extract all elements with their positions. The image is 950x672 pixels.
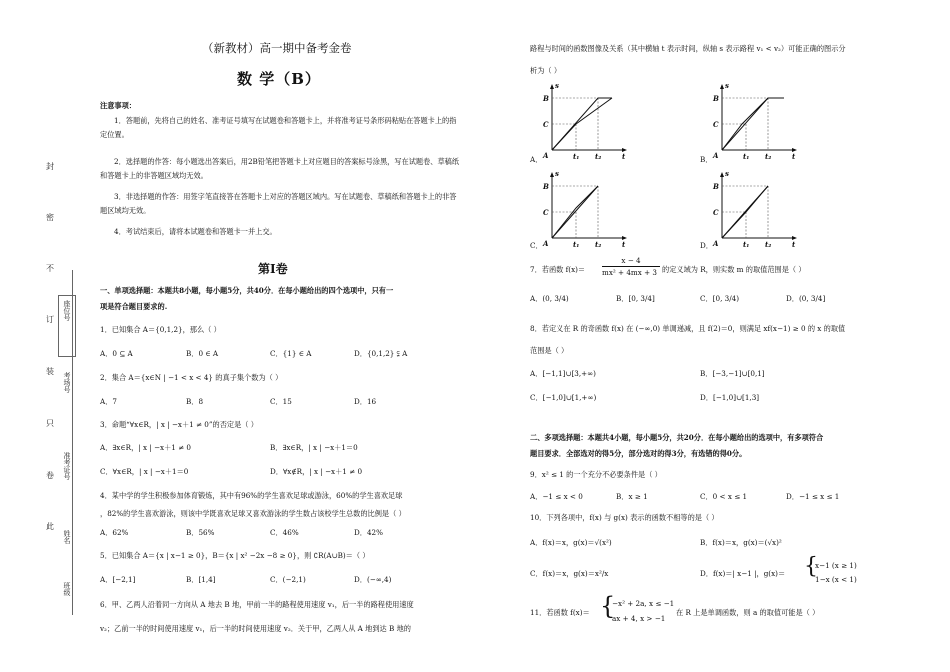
q4-option-c[interactable]: C．46% <box>270 528 299 537</box>
graph-curve <box>552 186 598 238</box>
q10-case-2: 1−x (x < 1) <box>815 575 857 584</box>
q8-option-a[interactable]: A．[−1,1]∪[3,+∞) <box>530 369 596 378</box>
q3-option-a[interactable]: A．∃x∈R，| x | −x＋1 ≠ 0 <box>100 443 192 452</box>
q5-stem: 5．已知集合 A＝{x | x−1 ≥ 0}，B＝{x | x² −2x −8 ≥ 0}，则 ∁R(A∪B)＝（ ） <box>100 551 370 560</box>
t-label: t <box>792 240 796 249</box>
q7-denominator: mx² + 4mx + 3 <box>602 268 657 277</box>
t-label: t <box>622 152 626 161</box>
binding-char: 密 <box>46 213 54 222</box>
point-b-label: B <box>543 94 549 103</box>
q7-stem-suffix: 的定义域为 R，则实数 m 的取值范围是（ ） <box>662 265 806 274</box>
q4-option-a[interactable]: A．62% <box>100 528 129 537</box>
q7-stem-prefix: 7．若函数 f(x)＝ <box>530 265 586 274</box>
s-label: s <box>555 81 559 90</box>
q3-option-c[interactable]: C．∀x∈R，| x | −x＋1＝0 <box>100 467 189 476</box>
section-2-line-2: 题目要求．全部选对的得5分，部分选对的得3分，有选错的得0分。 <box>530 449 747 458</box>
exam-title: （新教材）高一期中备考金卷 <box>202 41 352 55</box>
note-4: 4．考试结束后，请将本试题卷和答题卡一并上交。 <box>114 227 277 236</box>
q7-option-b[interactable]: B．[0, 3/4] <box>616 294 655 303</box>
q10-stem: 10．下列各项中，f(x) 与 g(x) 表示的函数不相等的是（ ） <box>530 513 719 522</box>
q6-line-4: 析为（ ） <box>530 66 562 75</box>
q11-suffix: 在 R 上是单调函数，则 a 的取值可能是（ ） <box>676 608 820 617</box>
q6-graph-b[interactable] <box>700 80 800 162</box>
q8-option-c[interactable]: C．[−1,0]∪[1,+∞) <box>530 393 597 402</box>
q11-brace: { <box>600 592 616 620</box>
q10-brace: { <box>804 554 818 579</box>
q6-option-c-label[interactable]: C． <box>530 241 543 250</box>
name-label: 姓名 <box>63 530 71 544</box>
q6-graph-a[interactable] <box>530 80 630 162</box>
q11-prefix: 11．若函数 f(x)＝ <box>530 608 590 617</box>
s-label: s <box>725 169 729 178</box>
t1-label: t₁ <box>573 240 580 249</box>
class-label: 班级 <box>63 582 71 596</box>
q11-case-1: −x² + 2a, x ≤ −1 <box>612 599 675 608</box>
binding-char: 订 <box>46 315 54 324</box>
t1-label: t₁ <box>573 152 580 161</box>
point-a-label: A <box>713 239 719 248</box>
q7-option-a[interactable]: A．(0, 3/4) <box>530 294 569 303</box>
exam-room-label: 考场号 <box>63 372 71 393</box>
binding-char: 封 <box>46 162 54 171</box>
point-c-label: C <box>543 120 549 129</box>
q5-option-a[interactable]: A．[−2,1] <box>100 575 136 584</box>
q9-option-a[interactable]: A．−1 ≤ x < 0 <box>530 492 583 501</box>
t-label: t <box>622 240 626 249</box>
q9-option-d[interactable]: D．−1 ≤ x ≤ 1 <box>786 492 840 501</box>
q7-numerator: x − 4 <box>621 256 641 265</box>
q4-option-d[interactable]: D．42% <box>354 528 383 537</box>
q9-stem: 9．x² ≤ 1 的一个充分不必要条件是（ ） <box>530 470 662 479</box>
binding-char: 卷 <box>46 471 54 480</box>
binding-char: 不 <box>46 264 54 273</box>
point-c-label: C <box>713 208 719 217</box>
s-label: s <box>555 169 559 178</box>
q9-option-b[interactable]: B．x ≥ 1 <box>616 492 648 501</box>
note-3: 3．非选择题的作答：用签字笔直接答在答题卡上对应的答题区域内。写在试题卷、草稿纸和答题卡上的非答题区域均无效。 <box>100 192 457 215</box>
q11-case-2: ax + 4, x > −1 <box>612 614 666 623</box>
t2-label: t₂ <box>765 152 772 161</box>
q3-option-b[interactable]: B．∃x∈R，| x | −x＋1＝0 <box>270 443 358 452</box>
q2-option-c[interactable]: C．15 <box>270 397 292 406</box>
q4-line-1: 4．某中学的学生积极参加体育锻炼，其中有96%的学生喜欢足球或游泳，60%的学生喜欢足球 <box>100 491 403 500</box>
q7-fraction-bar <box>602 266 660 267</box>
notes-heading: 注意事项： <box>100 101 136 110</box>
q5-option-b[interactable]: B．[1,4] <box>186 575 216 584</box>
q6-line-3: 路程与时间的函数图像及关系（其中横轴 t 表示时间，纵轴 s 表示路程 v₁ < v₂）可能正确的图示分 <box>530 44 846 53</box>
graph-curve <box>722 186 768 238</box>
q8-line-2: 范围是（ ） <box>530 346 569 355</box>
q3-option-d[interactable]: D．∀x∉R，| x | −x＋1 ≠ 0 <box>270 467 363 476</box>
q10-option-c[interactable]: C．f(x)＝x，g(x)＝x²/x <box>530 569 609 578</box>
q10-option-a[interactable]: A．f(x)＝x，g(x)＝√(x²) <box>530 538 612 547</box>
q9-option-c[interactable]: C．0 < x ≤ 1 <box>700 492 748 501</box>
q3-stem: 3．命题“∀x∈R，| x | −x＋1 ≠ 0”的否定是（ ） <box>100 420 258 429</box>
q6-option-d-label[interactable]: D． <box>700 241 713 250</box>
q7-option-d[interactable]: D．(0, 3/4] <box>786 294 826 303</box>
s-axis-arrow <box>720 84 724 89</box>
q6-line-1: 6．甲、乙两人沿着同一方向从 A 地去 B 地，甲前一半的路程使用速度 v₁，后一半的路程使用速度 <box>100 600 414 609</box>
q2-option-d[interactable]: D．16 <box>354 397 377 406</box>
part-1-title: 第Ⅰ卷 <box>258 262 288 276</box>
q6-option-b-label[interactable]: B． <box>700 155 713 164</box>
point-c-label: C <box>543 208 549 217</box>
t-label: t <box>792 152 796 161</box>
q8-option-d[interactable]: D．[−1,0]∪[1,3] <box>700 393 760 402</box>
t2-label: t₂ <box>595 240 602 249</box>
q7-option-c[interactable]: C．[0, 3/4) <box>700 294 740 303</box>
section-1-line-2: 项是符合题目要求的. <box>100 302 168 311</box>
q8-option-b[interactable]: B．[−3,−1]∪[0,1] <box>700 369 765 378</box>
q1-option-b[interactable]: B．0 ∈ A <box>186 349 219 358</box>
binding-char: 只 <box>46 419 54 428</box>
q2-option-b[interactable]: B．8 <box>186 397 204 406</box>
graph-curve <box>722 98 784 150</box>
s-axis-arrow <box>550 84 554 89</box>
note-1: 1．答题前，先将自己的姓名、准考证号填写在试题卷和答题卡上，并将准考证号条形码粘贴在答题卡上的指定位置。 <box>100 116 457 139</box>
q8-line-1: 8．若定义在 R 的奇函数 f(x) 在 (−∞,0) 单调递减，且 f(2)＝0，则满足 xf(x−1) ≥ 0 的 x 的取值 <box>530 324 846 333</box>
point-b-label: B <box>713 182 719 191</box>
section-1-line-1: 一、单项选择题：本题共8小题，每小题5分，共40分．在每小题给出的四个选项中，只有一 <box>100 286 394 295</box>
point-c-label: C <box>713 120 719 129</box>
ticket-number-label: 准考证号 <box>63 452 71 480</box>
t2-label: t₂ <box>595 152 602 161</box>
q1-option-d[interactable]: D．{0,1,2} ⫋ A <box>354 349 408 358</box>
q2-stem: 2．集合 A＝{x∈N | −1 < x < 4} 的真子集个数为（ ） <box>100 373 283 382</box>
subject-title: 数 学（B） <box>237 70 321 88</box>
t1-label: t₁ <box>743 240 750 249</box>
point-b-label: B <box>543 182 549 191</box>
q10-case-1: x−1 (x ≥ 1) <box>815 561 857 570</box>
seat-number-label: 座位号 <box>63 300 71 321</box>
q2-option-a[interactable]: A．7 <box>100 397 117 406</box>
q6-option-a-label[interactable]: A． <box>530 155 543 164</box>
q10-option-d-text: D．f(x)＝| x−1 |，g(x)＝ <box>700 569 786 578</box>
q6-line-2: v₂；乙前一半的时间使用速度 v₁，后一半的时间使用速度 v₂．关于甲，乙两人从 A 地到达 B 地的 <box>100 624 411 633</box>
q10-option-b[interactable]: B．f(x)＝x，g(x)＝(√x)² <box>700 538 782 547</box>
t1-label: t₁ <box>743 152 750 161</box>
q4-option-b[interactable]: B．56% <box>186 528 215 537</box>
binding-char: 装 <box>46 367 54 376</box>
q1-option-a[interactable]: A．0 ⊆ A <box>100 349 133 358</box>
t2-label: t₂ <box>765 240 772 249</box>
section-2-line-1: 二、多项选择题：本题共4小题，每小题5分，共20分．在每小题给出的选项中，有多项符合 <box>530 433 824 442</box>
q6-graph-d[interactable] <box>700 168 800 250</box>
point-a-label: A <box>543 239 549 248</box>
q5-option-c[interactable]: C．(−2,1) <box>270 575 306 584</box>
note-2: 2．选择题的作答：每小题选出答案后，用2B铅笔把答题卡上对应题目的答案标号涂黑，写在试题卷、草稿纸和答题卡上的非答题区域均无效。 <box>100 157 460 180</box>
s-axis-arrow <box>720 172 724 177</box>
s-label: s <box>725 81 729 90</box>
q1-option-c[interactable]: C．{1} ∈ A <box>270 349 312 358</box>
q6-graph-c[interactable] <box>530 168 630 250</box>
graph-curve <box>722 98 784 150</box>
point-a-label: A <box>713 151 719 160</box>
point-b-label: B <box>713 94 719 103</box>
q1-stem: 1．已知集合 A＝{0,1,2}，那么（ ） <box>100 325 221 334</box>
point-a-label: A <box>543 151 549 160</box>
q5-option-d[interactable]: D．(−∞,4) <box>354 575 392 584</box>
binding-char: 此 <box>46 522 54 531</box>
s-axis-arrow <box>550 172 554 177</box>
q4-line-2: ，82%的学生喜欢游泳，则该中学既喜欢足球又喜欢游泳的学生数占该校学生总数的比例是（ ） <box>100 509 406 518</box>
